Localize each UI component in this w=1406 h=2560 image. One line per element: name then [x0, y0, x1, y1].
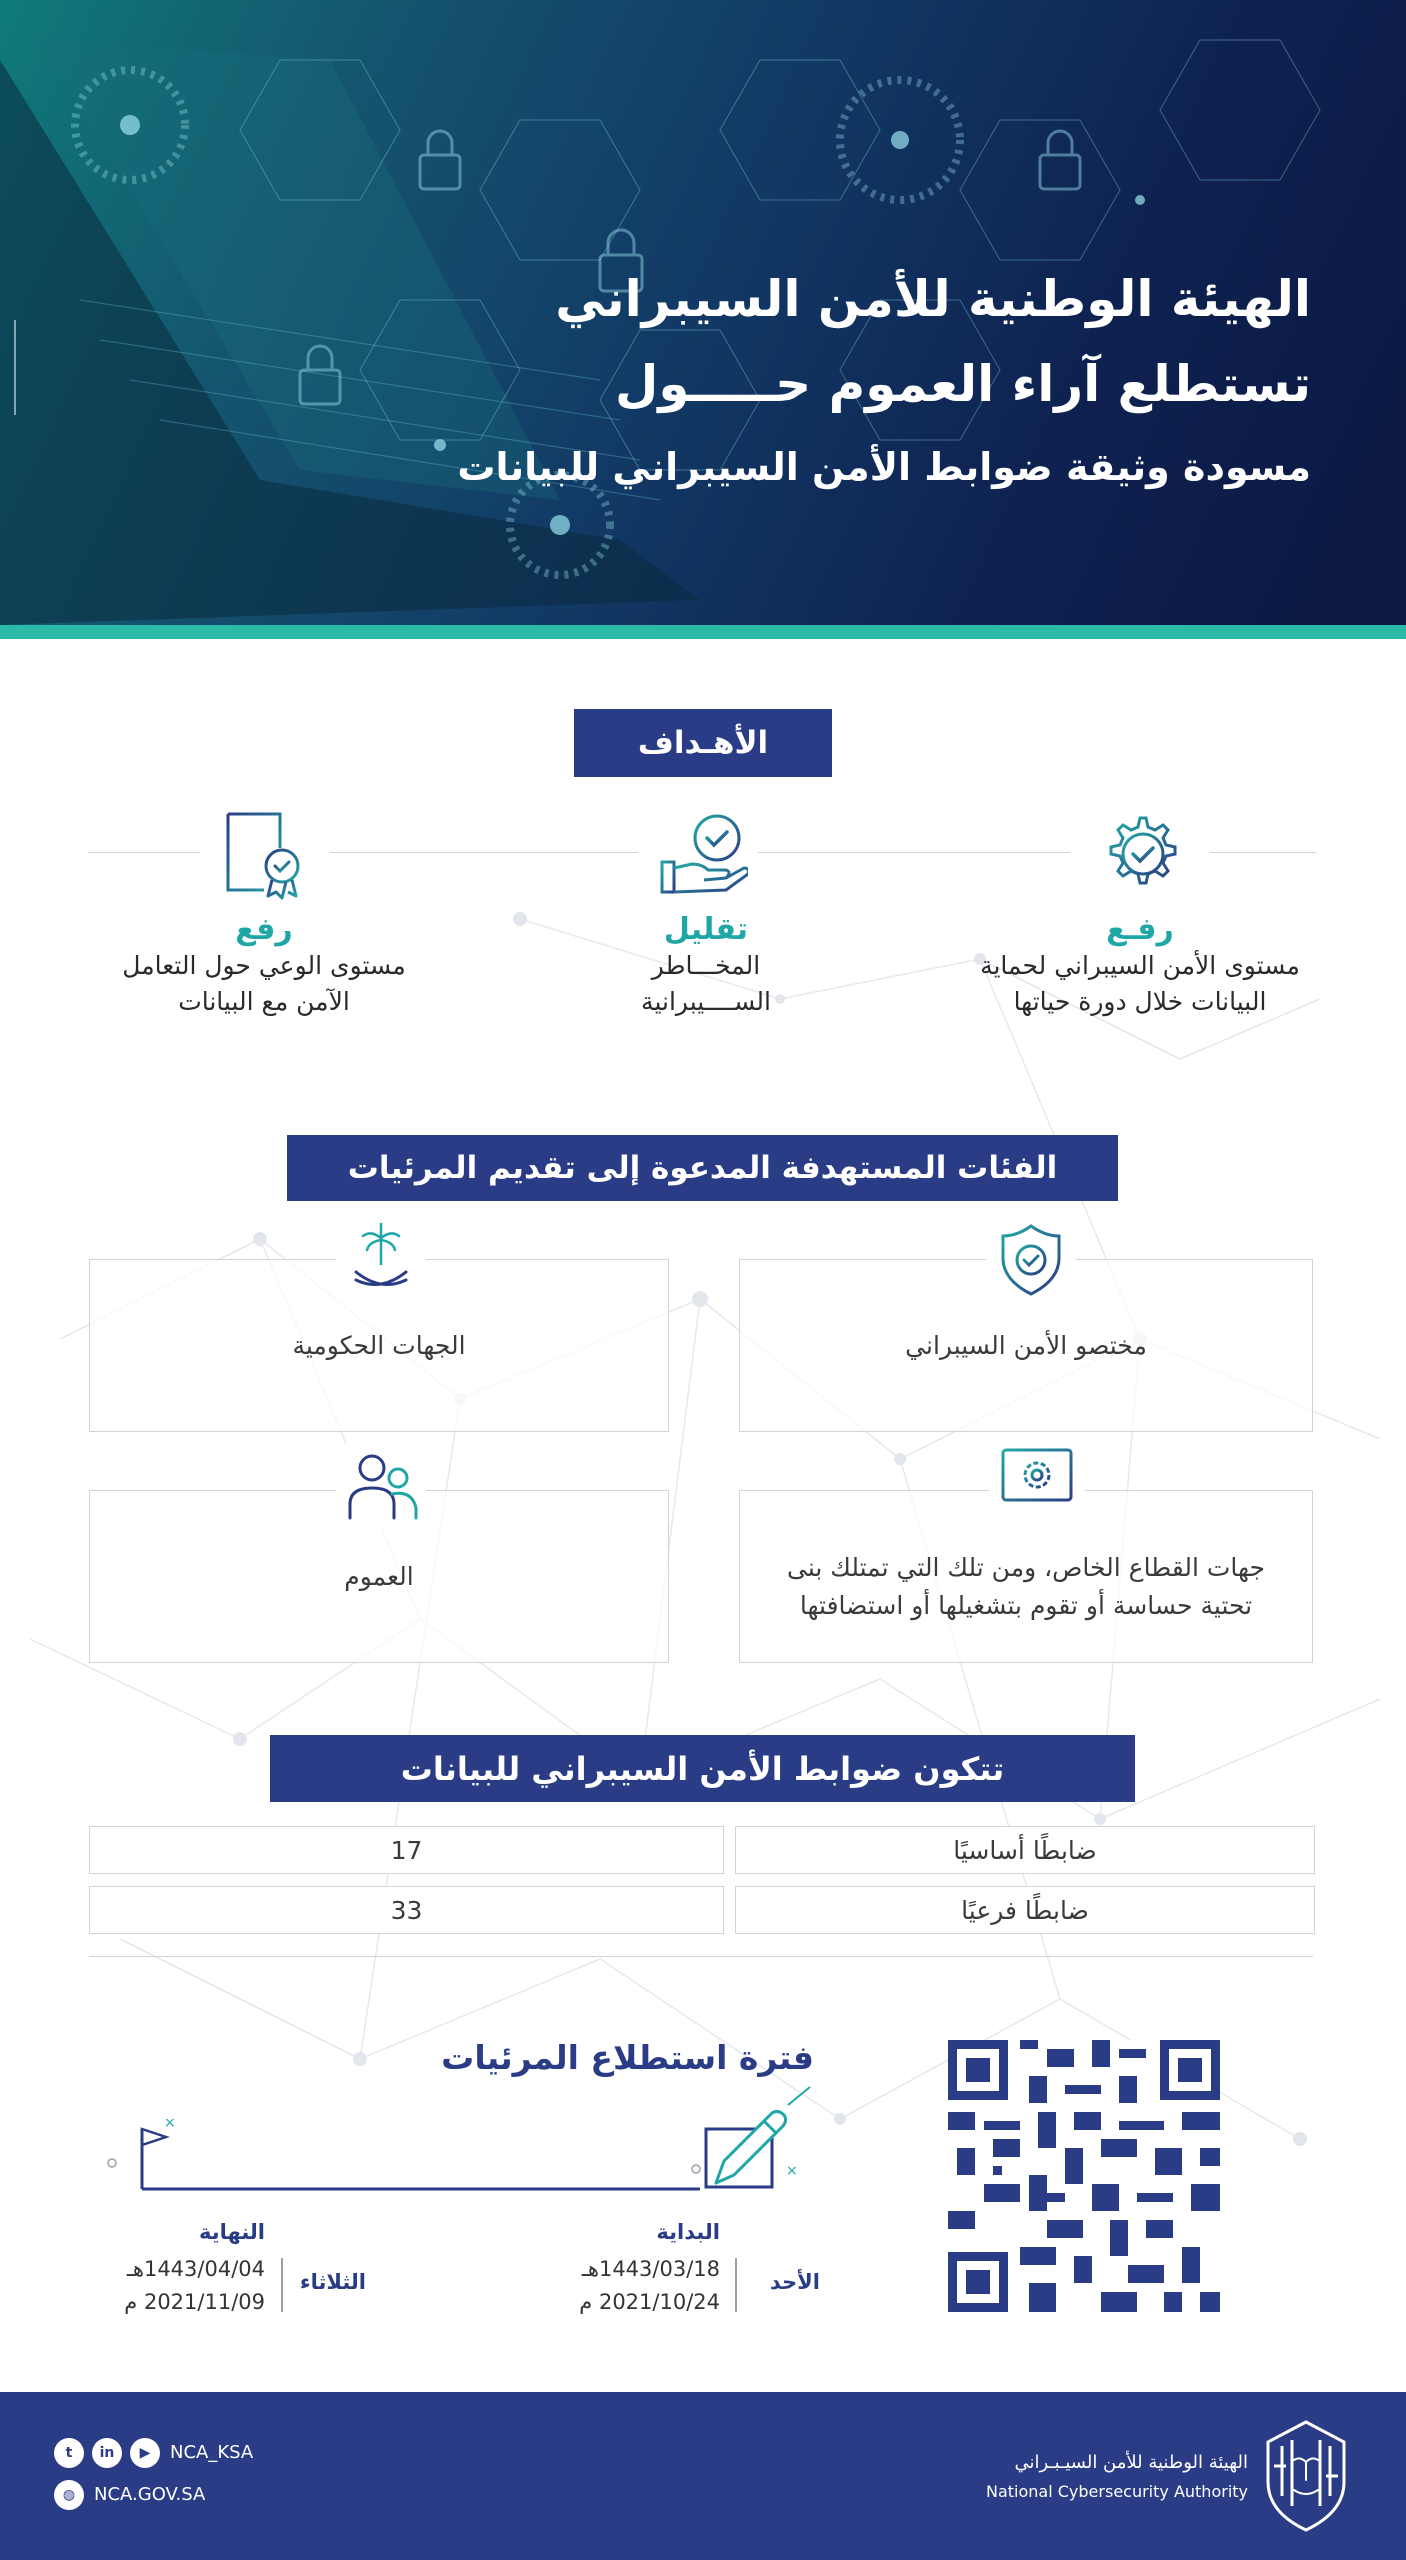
globe-icon: ◍	[54, 2480, 84, 2510]
goals-divider-right	[1210, 852, 1316, 853]
category-label-line2: تحتية حساسة أو تقوم بتشغيلها أو استضافتها	[799, 1590, 1253, 1620]
footer	[0, 2392, 1406, 2560]
category-label-line1: جهات القطاع الخاص، ومن تلك التي تمتلك بنى	[787, 1552, 1266, 1582]
youtube-icon[interactable]: ▶	[130, 2438, 160, 2468]
controls-row-1-value: 17	[89, 1826, 724, 1874]
period-end-heading: النهاية	[198, 2220, 265, 2244]
categories-heading: الفئات المستهدفة المدعوة إلى تقديم المرئيات	[287, 1135, 1118, 1201]
period-start-hijri: 1443/03/18هـ	[581, 2257, 720, 2281]
goal-1-desc-line2: البيانات خلال دورة حياتها	[1013, 987, 1267, 1016]
controls-heading: تتكون ضوابط الأمن السيبراني للبيانات	[270, 1735, 1135, 1802]
goal-1-desc-line1: مستوى الأمن السيبراني لحماية	[980, 951, 1300, 980]
controls-bottom-divider	[89, 1956, 1313, 1957]
footer-org-name-en: National Cybersecurity Authority	[986, 2482, 1248, 2501]
period-end-gregorian: 2021/11/09 م	[124, 2290, 265, 2314]
goal-2-title: تقليل	[663, 912, 749, 947]
certificate-icon	[222, 810, 308, 900]
controls-row-2-value: 33	[89, 1886, 724, 1934]
controls-row-2-label: ضابطًا فرعيًا	[735, 1886, 1315, 1934]
period-end-day: الثلاثاء	[299, 2270, 366, 2294]
svg-text:×: ×	[786, 2163, 798, 2179]
hand-check-icon	[658, 810, 748, 896]
timeline-graphic	[100, 2085, 840, 2195]
goal-2-desc-line1: المخـــاطر	[651, 951, 761, 980]
category-label: الجهات الحكومية	[292, 1330, 466, 1360]
category-label: العموم	[344, 1561, 414, 1591]
period-start-separator	[735, 2258, 737, 2312]
period-start-gregorian: 2021/10/24 م	[579, 2290, 720, 2314]
website-link[interactable]: NCA.GOV.SA	[94, 2484, 206, 2505]
monitor-gear-icon	[989, 1444, 1085, 1526]
qr-code[interactable]	[948, 2040, 1220, 2312]
linkedin-icon[interactable]: in	[92, 2438, 122, 2468]
nca-logo	[1260, 2416, 1352, 2536]
social-handle[interactable]: NCA_KSA	[170, 2442, 254, 2463]
goal-1-title: رفـع	[1106, 912, 1174, 947]
people-icon	[336, 1444, 426, 1526]
hero-banner	[0, 0, 1406, 625]
hero-subtitle: مسودة وثيقة ضوابط الأمن السيبراني للبيانات	[457, 445, 1311, 489]
hero-title-line1: الهيئة الوطنية للأمن السيبراني	[555, 270, 1311, 328]
svg-text:×: ×	[164, 2115, 176, 2131]
palm-swords-icon	[336, 1222, 426, 1298]
goal-3-desc-line2: الآمن مع البيانات	[178, 987, 350, 1016]
goals-divider-left	[88, 852, 200, 853]
twitter-icon[interactable]: t	[54, 2438, 84, 2468]
category-label: مختصو الأمن السيبراني	[905, 1330, 1147, 1360]
hero-accent-strip	[0, 625, 1406, 639]
goals-divider-mid-left	[330, 852, 638, 853]
goal-3-desc-line1: مستوى الوعي حول التعامل	[122, 951, 406, 980]
period-start-heading: البداية	[656, 2220, 720, 2244]
period-end-separator	[281, 2258, 283, 2312]
hero-title-line2: تستطلع آراء العموم حـــــول	[614, 355, 1311, 413]
goal-2-desc-line2: الســــيبرانية	[641, 987, 771, 1016]
period-title: فترة استطلاع المرئيات	[441, 2038, 814, 2077]
goals-heading: الأهـداف	[574, 709, 832, 777]
footer-org-name-ar: الهيئة الوطنية للأمن السيـبـراني	[1014, 2452, 1248, 2473]
period-end-hijri: 1443/04/04هـ	[126, 2257, 265, 2281]
shield-check-icon	[986, 1222, 1076, 1298]
period-start-day: الأحد	[769, 2270, 820, 2294]
goals-divider-mid-right	[758, 852, 1070, 853]
controls-row-1-label: ضابطًا أساسيًا	[735, 1826, 1315, 1874]
gear-check-icon	[1098, 812, 1182, 896]
goal-3-title: رفع	[235, 912, 293, 947]
